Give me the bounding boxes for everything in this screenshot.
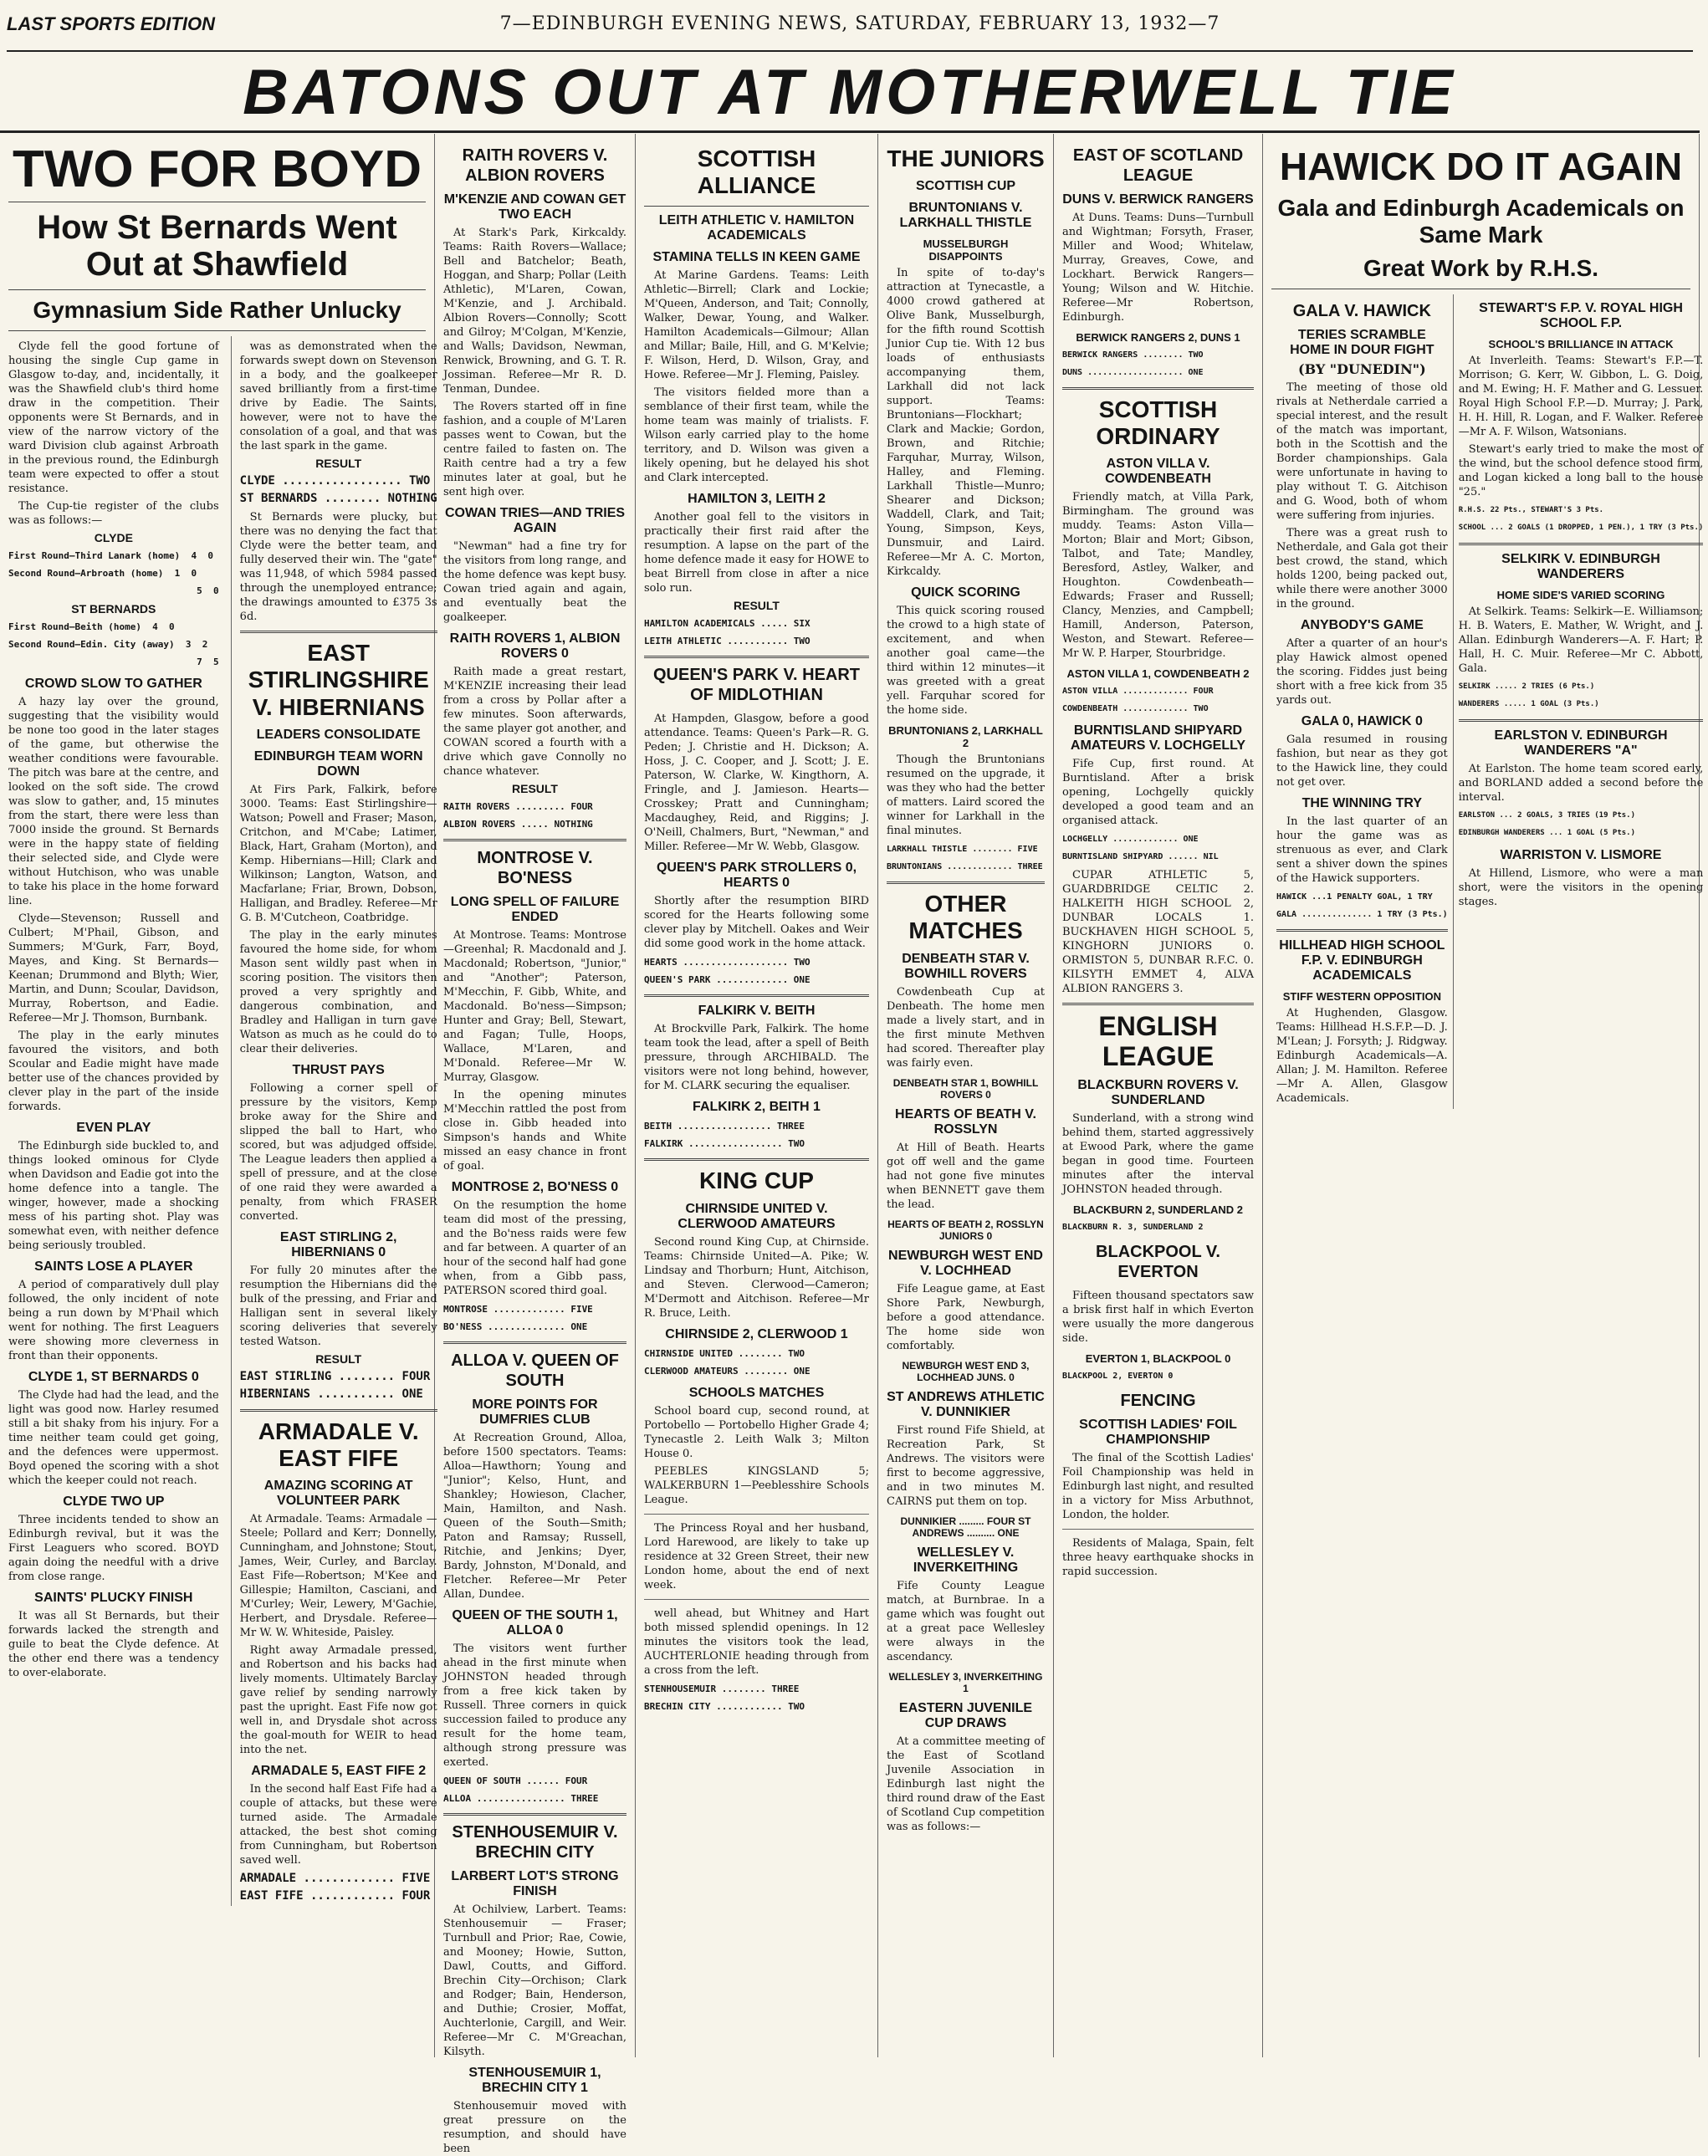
deck: Gymnasium Side Rather Unlucky <box>33 297 401 324</box>
masthead <box>7 7 1693 52</box>
column-two-for-boyd: TWO FOR BOYD How St Bernards Went Out at Shawfield Gymnasium Side Rather Unlucky Clyde fell the good fortune of housing the single Cup game in Glasgow to-day, and, incidentally, it was the Shawfield club's third home draw in the competition. Their opponents were St Bernards, and in view of the narrow victory of the ward Division club against Arbroath in the previous round, the Edinburgh team were expected to offer a stout resistance. The Cup-tie register of the clubs was as follows:— CLYDE First Round—Third Lanark (home) 4 0 Second Round—Arbroath (home) 1 0 5 0 ST BERNARDS First Round—Beith (home) 4 0 Second Round—Edin. City (away) 3 2 7 5 CROWD SLOW TO GATHER A hazy lay over the ground, suggesting that the visibility would be none too good in the later stages of the game, but otherwise the weather conditions were favourable. The pitch was bare at the centre, and looked on the soft side. The crowd was slow to gather, and, 15 minutes from the start, there were less than 7000 inside the ground. St Bernards were in the happy state of fielding their selected side, and Clyde were without Hutchison, who was unable to take his place in the home forward line. Clyde—Stevenson; Russell and Culbert; M'Phail, Gibson, and Summers; M'Gurk, Farr, Boyd, Mayes, and King. St Bernards—Keenan; Drummond and Blyth; Wier, Martin, and Dunn; Scoular, Davidson, Murray, Robertson, and Eadie. Referee—Mr J. Thomson, Burnbank. The play in the early minutes favoured the visitors, and both Scoular and Eadie might have made better use of the chances provided by clever play in the part of the inside forwards. EVEN PLAY The Edinburgh side buckled to, and things looked ominous for Clyde when Davidson and Eadie got into the home defence into a tangle. The winger, however, made a shocking mess of his parting shot. Play was somewhat even, with neither defence being seriously troubled. SAINTS LOSE A PLAYER A period of comparatively dull play followed, the only incident of note being a run down by M'Phail which went for nothing. The first Leaguers were showing more cleverness in front than their opponents. CLYDE 1, ST BERNARDS 0 The Clyde had had the lead, and the light was good now. Harley resumed still a bit shaky from his injury. For a time neither team could get going, and the defences were uppermost. Boyd opened the scoring with a shot which the keeper could not reach. CLYDE TWO UP Three incidents tended to show an Edinburgh revival, but it was the First Leaguers who scored. BOYD again doing the needful with a drive from close range. SAINTS' PLUCKY FINISH It was all St Bernards, but their forwards lacked the strength and guile to beat the Clyde defence. At the other end there was a tendency to over-elaborate. was as demonstrated when the forwards swept down on Stevenson in a body, and the goalkeeper saved brilliantly from a first-time drive by Eadie. The Saints, however, were not to have the consolation of a goal, and that was the last spark in the game. RESULT CLYDE ................. TWO ST BERNARDS ........ NOTHING St Bernards were plucky, but there was no denying the fact that Clyde were the better team, and fully deserved their win. The "gate" was 11,948, of which 5984 passed through the unemployed entrance; the drawings amounted to £375 3s 6d. EAST STIRLINGSHIRE V. HIBERNIANS LEADERS CONSOLIDATE EDINBURGH TEAM WORN DOWN At Firs Park, Falkirk, before 3000. Teams: East Stirlingshire—Watson; Powell and Fraser; Mason, Critchon, and M'Cabe; Latimer, Black, Hart, Graham (Morton), and Kemp. Hibernians—Hill; Clark and Wilkinson; Langton, Watson, and Macfarlane; Friar, Brown, Dobson, Halligan, and Bradley. Referee—Mr G. B. M'Cutcheon, Coatbridge. The play in the early minutes favoured the home side, for whom Mason sent wildly past when in scoring position. The visitors then proved a very sprightly and dangerous combination, and Bradley and Halligan in turn gave Watson as much as he could do to clear their deliveries. THRUST PAYS Following a corner spell of pressure by the visitors, Kemp broke away for the Shire and slipped the ball to Hart, who scored, but was adjudged offside. The League leaders then applied a spell of pressure, and at the close of one raid they were awarded a penalty, from which FRASER converted. EAST STIRLING 2, HIBERNIANS 0 For fully 20 minutes after the resumption the Hibernians did the bulk of the pressing, and Friar and Halligan sent in several likely scoring deliveries that severely tested Watson. RESULT EAST STIRLING ........ FOUR HIBERNIANS ........... ONE ARMADALE V. EAST FIFE AMAZING SCORING AT VOLUNTEER PARK At Armadale. Teams: Armadale — Steele; Pollard and Kerr; Donnelly, Cunningham, and Johnstone; Stout, James, Weir, Curley, and Barclay. East Fife—Robertson; M'Kee and Gillespie; Hamilton, Casciani, and M'Curley; Weir, Lewery, M'Gachie, Herbert, and Drysdale. Referee—Mr W. W. Whiteside, Paisley. Right away Armadale pressed, and Robertson and his backs had lively moments. Ultimately Barclay gave relief by sending narrowly past the upright. East Fife now got well in, and Drysdale shot across the goal-mouth for WEIR to head into the net. ARMADALE 5, EAST FIFE 2 In the second half East Fife had a couple of attacks, but these were turned aside. The Armadale attacked, the best shot coming from Cunningham, but Robertson saved well. ARMADALE ............. FIVE EAST FIFE ............ FOUR <box>0 134 435 2057</box>
subheadline: How St Bernards Went Out at Shawfield <box>37 209 397 284</box>
headline: HAWICK DO IT AGAIN <box>1279 145 1683 188</box>
column-raith: RAITH ROVERS V. ALBION ROVERS M'KENZIE AND COWAN GET TWO EACH At Stark's Park, Kirkcaldy. Teams: Raith Rovers—Wallace; Bell and Batchelor; Beath, Hoggan, and Sharp; Pollar (Leith Athletic), M'Laren, Cowan, M'Kenzie, and J. Archibald. Albion Rovers—Connolly; Scott and Gilroy; M'Colgan, M'Kenzie, and Walls; Davidson, Newman, Renwick, Browning, and G. T. R. Jossiman. Referee—Mr R. D. Tenman, Dundee. The Rovers started off in fine fashion, and a couple of M'Laren passes went to Cowan, but the centre failed to fasten on. The Raith centre had a try a few minutes later at goal, but he sent high over. COWAN TRIES—AND TRIES AGAIN "Newman" had a fine try for the visitors from long range, and the home defence was kept busy. Cowan tried again and again, and eventually beat the goalkeeper. RAITH ROVERS 1, ALBION ROVERS 0 Raith made a great restart, M'KENZIE increasing their lead from a cross by Pollar after a few minutes. Soon afterwards, the same player got another, and COWAN scored a fourth with a drive which gave Connolly no chance whatever. RESULT RAITH ROVERS ......... FOUR ALBION ROVERS ..... NOTHING MONTROSE V. BO'NESS LONG SPELL OF FAILURE ENDED At Montrose. Teams: Montrose—Greenhal; R. Macdonald and J. Macdonald; Robertson, "Junior," and "Another"; Paterson, M'Mecchin, F. Gibb, White, and Macdonald. Bo'ness—Simpson; Hunter and Gray; Bell, Stewart, and Fagan; Tulle, Hoops, Wallace, M'Laren, and M'Donald. Referee—Mr W. Murray, Glasgow. In the opening minutes M'Mecchin rattled the post from close in. Gibb headed into Simpson's hands and White missed an easy chance in front of goal. MONTROSE 2, BO'NESS 0 On the resumption the home team did most of the pressing, and the Bo'ness raids were few and far between. A quarter of an hour of the second half had gone when, from a Gibb pass, PATERSON scored third goal. MONTROSE ............. FIVE BO'NESS .............. ONE ALLOA V. QUEEN OF SOUTH MORE POINTS FOR DUMFRIES CLUB At Recreation Ground, Alloa, before 1500 spectators. Teams: Alloa—Hawthorn; Young and "Junior"; Kelso, Hunt, and Shankley; Howieson, Clacher, Main, Hamilton, and Nash. Queen of the South—Smith; Paton and Ramsay; Russell, Ritchie, and Jenkins; Dyer, Bardy, Johnston, M'Donald, and Fletcher. Referee—Mr Peter Allan, Dundee. QUEEN OF THE SOUTH 1, ALLOA 0 The visitors went further ahead in the first minute when JOHNSTON headed through from a free kick taken by Russell. Three corners in quick succession failed to produce any result for the home team, although strong pressure was exerted. QUEEN OF SOUTH ...... FOUR ALLOA ................ THREE STENHOUSEMUIR V. BRECHIN CITY LARBERT LOT'S STRONG FINISH At Ochilview, Larbert. Teams: Stenhousemuir — Fraser; Turnbull and Prior; Rae, Cowie, and Mooney; Howie, Sutton, Dawl, Coutts, and Gifford. Brechin City—Orchison; Clark and Rodger; Bain, Henderson, and Duthie; Crosier, Moffat, Auchterlonie, Cargill, and Weir. Referee—Mr C. M'Greachan, Kilsyth. STENHOUSEMUIR 1, BRECHIN CITY 1 Stenhousemuir moved with great pressure on the resumption, and should have been <box>435 134 636 2057</box>
column-juniors: THE JUNIORS SCOTTISH CUP BRUNTONIANS V. LARKHALL THISTLE MUSSELBURGH DISAPPOINTS In spite of to-day's attraction at Tynecastle, a 4000 crowd gathered at Olive Bank, Musselburgh, for the fifth round Scottish Junior Cup tie. With 12 bus loads of enthusiasts accompanying them, Larkhall did not lack support. Teams: Bruntonians—Flockhart; Clark and Mackie; Gordon, Brown, and Ritchie; Farquhar, Murray, Wilson, Halley, and Fleming. Larkhall Thistle—Munro; Shearer and Dickson; Waddell, Clark, and Tait; Young, Simpson, Keys, Dunsmuir, and Laird. Referee—Mr A. C. Morton, Kirkcaldy. QUICK SCORING This quick scoring roused the crowd to a high state of excitement, and when another goal came—the third within 12 minutes—it was greeted with a great yell. Farquhar scored for the home side. BRUNTONIANS 2, LARKHALL 2 Though the Bruntonians resumed on the upgrade, it was they who had the better of matters. Laird scored the winner for Larkhall in the final minutes. LARKHALL THISTLE ........ FIVE BRUNTONIANS ............. THREE OTHER MATCHES DENBEATH STAR V. BOWHILL ROVERS Cowdenbeath Cup at Denbeath. The home men made a lively start, and in the first minute Methven had scored. Thereafter play was fairly even. DENBEATH STAR 1, BOWHILL ROVERS 0 HEARTS OF BEATH V. ROSSLYN At Hill of Beath. Hearts got off well and the game had not gone five minutes when BENNETT gave them the lead. HEARTS OF BEATH 2, ROSSLYN JUNIORS 0 NEWBURGH WEST END V. LOCHHEAD Fife League game, at East Shore Park, Newburgh, before a good attendance. The home side won comfortably. NEWBURGH WEST END 3, LOCHHEAD JUNS. 0 ST ANDREWS ATHLETIC V. DUNNIKIER First round Fife Shield, at Recreation Park, St Andrews. The visitors were first to become aggressive, and in two minutes M. CAIRNS put them on top. DUNNIKIER ......... FOUR ST ANDREWS .......... ONE WELLESLEY V. INVERKEITHING Fife County League match, at Burnbrae. In a game which was fought out at a great pace Wellesley were always in the ascendancy. WELLESLEY 3, INVERKEITHING 1 EASTERN JUVENILE CUP DRAWS At a committee meeting of the East of Scotland Juvenile Association in Edinburgh last night the third round draw of the East of Scotland Cup competition was as follows:— <box>878 134 1054 2057</box>
banner-headline: BATONS OUT AT MOTHERWELL TIE <box>0 55 1700 133</box>
section-headline: EAST STIRLINGSHIRE V. HIBERNIANS <box>248 640 429 720</box>
edition-label: LAST SPORTS EDITION <box>7 13 215 34</box>
dateline: 7—EDINBURGH EVENING NEWS, SATURDAY, FEBRUARY 13, 1932—7 <box>499 13 1220 34</box>
column-hawick: HAWICK DO IT AGAIN Gala and Edinburgh Academicals on Same Mark Great Work by R.H.S. GALA V. HAWICK TERIES SCRAMBLE HOME IN DOUR FIGHT (BY "DUNEDIN") The meeting of those old rivals at Netherdale carried a special interest, and the result of the match was important, both in the Scottish and the Border championships. Gala were unfortunate in having to play without T. G. Aitchison and G. Wood, both of whom were suffering from injuries. There was a great rush to Netherdale, and Gala got their best crowd, the stand, which holds 1200, being packed out, while there were another 3000 in the ground. ANYBODY'S GAME After a quarter of an hour's play Hawick almost opened the scoring. Fiddes just being short with a free kick from 35 yards out. GALA 0, HAWICK 0 Gala resumed in rousing fashion, but near as they got to the Hawick line, they could not get over. THE WINNING TRY In the last quarter of an hour the game was as strenuous as ever, and Clark sent a shiver down the spines of the Hawick supporters. HAWICK ...1 PENALTY GOAL, 1 TRY GALA .............. 1 TRY (3 Pts.) HILLHEAD HIGH SCHOOL F.P. V. EDINBURGH ACADEMICALS STIFF WESTERN OPPOSITION At Hughenden, Glasgow. Teams: Hillhead H.S.F.P.—D. J. M'Lean; J. Forsyth; J. Ridgway. Edinburgh Academicals—A. Allan; J. M. Hamilton. Referee—Mr A. Allen, Glasgow Academicals. STEWART'S F.P. V. ROYAL HIGH SCHOOL F.P. SCHOOL'S BRILLIANCE IN ATTACK At Inverleith. Teams: Stewart's F.P.—T. Morrison; G. Kerr, W. Gibbon, L. G. Doig, and M. Ewing; H. F. Mather and G. Lessuer. Royal High School F.P.—D. Murray; J. Park, H. H. Hill, R. Logan, and F. Walker. Referee—Mr A. F. Wilson, Watsonians. Stewart's early tried to make the most of the wind, but the school defence stood firm, and Logan kicked a long ball to the house "25." R.H.S. 22 Pts., STEWART'S 3 Pts. SCHOOL ... 2 GOALS (1 DROPPED, 1 PEN.), 1 TRY (3 Pts.) SELKIRK V. EDINBURGH WANDERERS HOME SIDE'S VARIED SCORING At Selkirk. Teams: Selkirk—E. Williamson; H. B. Waters, E. Mather, W. Wright, and J. Allan. Edinburgh Wanderers—A. F. Hart; P. Hall, H. C. Muir. Referee—Mr C. Abbott, Gala. SELKIRK ..... 2 TRIES (6 Pts.) WANDERERS ..... 1 GOAL (3 Pts.) EARLSTON V. EDINBURGH WANDERERS "A" At Earlston. The home team scored early, and BORLAND added a second before the interval. EARLSTON ... 2 GOALS, 3 TRIES (19 Pts.) EDINBURGH WANDERERS ... 1 GOAL (5 Pts.) WARRISTON V. LISMORE At Hillend, Lismore, who were a man short, were the visitors in the opening stages. <box>1263 134 1700 2057</box>
column-scottish-alliance: SCOTTISH ALLIANCE LEITH ATHLETIC V. HAMILTON ACADEMICALS STAMINA TELLS IN KEEN GAME At Marine Gardens. Teams: Leith Athletic—Birrell; Clark and Lockie; M'Queen, Anderson, and Tait; Connolly, Walker, Dewar, Young, and Walker. Hamilton Academicals—Gilmour; Allan and Millar; Baile, Hill, and G. M'Kelvie; F. Wilson, Herd, D. Wilson, Gray, and Howe. Referee—Mr J. Fleming, Paisley. The visitors fielded more than a semblance of their first team, while the home team was mainly of trialists. F. Wilson early carried play to the home territory, and D. Wilson was given a likely opening, but he delayed his shot and Clark intercepted. HAMILTON 3, LEITH 2 Another goal fell to the visitors in practically their first raid after the resumption. A lapse on the part of the home defence made it easy for HOWE to beat Birrell from close in after a nice solo run. RESULT HAMILTON ACADEMICALS ..... SIX LEITH ATHLETIC ........... TWO QUEEN'S PARK V. HEART OF MIDLOTHIAN At Hampden, Glasgow, before a good attendance. Teams: Queen's Park—R. G. Peden; J. Christie and H. Dickson; A. Hoss, J. C. Cooper, and J. Scott; J. E. Paterson, W. Clarke, W. Kingthorn, A. Fringle, and J. Jamieson. Hearts—Crosskey; Pratt and Cunningham; Macdaughey, Reid, and Riggins; J. O'Neill, Chalmers, Burt, "Newman," and Miller. Referee—Mr W. Webb, Glasgow. QUEEN'S PARK STROLLERS 0, HEARTS 0 Shortly after the resumption BIRD scored for the Hearts following some clever play by Mitchell. Oakes and Weir did some good work in the home attack. HEARTS ................... TWO QUEEN'S PARK ............. ONE FALKIRK V. BEITH At Brockville Park, Falkirk. The home team took the lead, after a spell of Beith pressure, through ARCHIBALD. The visitors were not long behind, however, for M. CLARK securing the equaliser. FALKIRK 2, BEITH 1 BEITH ................. THREE FALKIRK ................. TWO KING CUP CHIRNSIDE UNITED V. CLERWOOD AMATEURS Second round King Cup, at Chirnside. Teams: Chirnside United—A. Pike; W. Lindsay and Thorburn; Hunt, Aitchison, and Steven. Clerwood—Cameron; M'Dermott and Aitchison. Referee—Mr R. Bruce, Leith. CHIRNSIDE 2, CLERWOOD 1 CHIRNSIDE UNITED ........ TWO CLERWOOD AMATEURS ........ ONE SCHOOLS MATCHES School board cup, second round, at Portobello — Portobello Higher Grade 4; Tynecastle 2. Leith Walk 3; Milton House 0. PEEBLES KINGSLAND 5; WALKERBURN 1—Peeblesshire Schools League. The Princess Royal and her husband, Lord Harewood, are likely to take up residence at 32 Green Street, their new London home, about the end of next week. well ahead, but Whitney and Hart both missed splendid openings. In 12 minutes the visitors took the lead, AUCHTERLONIE heading through from a cross from the left. STENHOUSEMUIR ........ THREE BRECHIN CITY ............ TWO <box>636 134 878 2057</box>
column-east-of-scotland: EAST OF SCOTLAND LEAGUE DUNS V. BERWICK RANGERS At Duns. Teams: Duns—Turnbull and Wightman; Forsyth, Fraser, Miller and Wood; Whitelaw, Murray, Greaves, Cowe, and Lockhart. Berwick Rangers—Young; Wilson and W. Hitchie. Referee—Mr Robertson, Edinburgh. BERWICK RANGERS 2, DUNS 1 BERWICK RANGERS ........ TWO DUNS ................... ONE SCOTTISH ORDINARY ASTON VILLA V. COWDENBEATH Friendly match, at Villa Park, Birmingham. The ground was muddy. Teams: Aston Villa—Morton; Blair and Mort; Gibson, Talbot, and Tate; Mandley, Beresford, Astley, Walker, and Houghton. Cowdenbeath—Edwards; Fraser and Russell; Clancy, Menzies, and Campbell; Hamill, Anderson, Paterson, Weston, and Stewart. Referee—Mr W. P. Harper, Stourbridge. ASTON VILLA 1, COWDENBEATH 2 ASTON VILLA ............. FOUR COWDENBEATH ............. TWO BURNTISLAND SHIPYARD AMATEURS V. LOCHGELLY Fife Cup, first round. At Burntisland. After a brisk opening, Lochgelly quickly developed a good team and an organised attack. LOCHGELLY ............. ONE BURNTISLAND SHIPYARD ...... NIL CUPAR ATHLETIC 5, GUARDBRIDGE CELTIC 2. HALKEITH HIGH SCHOOL 2, DUNBAR LOCALS 1. BUCKHAVEN HIGH SCHOOL 5, KINGHORN JUNIORS 0. ORMISTON 5, DUNBAR R.F.C. 0. KILSYTH EMMET 4, ALVA ALBION RANGERS 3. ENGLISH LEAGUE BLACKBURN ROVERS V. SUNDERLAND Sunderland, with a strong wind behind them, started aggressively at Ewood Park, where the game began in good time. Fourteen minutes after the interval JOHNSTON headed through. BLACKBURN 2, SUNDERLAND 2 BLACKBURN R. 3, SUNDERLAND 2 BLACKPOOL V. EVERTON Fifteen thousand spectators saw a brisk first half in which Everton were usually the more dangerous side. EVERTON 1, BLACKPOOL 0 BLACKPOOL 2, EVERTON 0 FENCING SCOTTISH LADIES' FOIL CHAMPIONSHIP The final of the Scottish Ladies' Foil Championship was held in Edinburgh last night, and resulted in a victory for Miss Arbuthnot, London, the holder. Residents of Malaga, Spain, felt three heavy earthquake shocks in rapid succession. <box>1054 134 1263 2057</box>
headline: TWO FOR BOYD <box>12 140 422 198</box>
article-text: Clyde fell the good fortune of housing the single Cup game in Glasgow to-day, and, incidentally, it was the Shawfield club's third home draw in the competition. Their opponents were St Bernards, and in view of the narrow victory of the ward Division club against Arbroath in the previous round, the Edinburgh team were expected to offer a stout resistance. <box>8 340 219 496</box>
article-text: The Cup-tie register of the clubs was as follows:— <box>8 500 219 528</box>
